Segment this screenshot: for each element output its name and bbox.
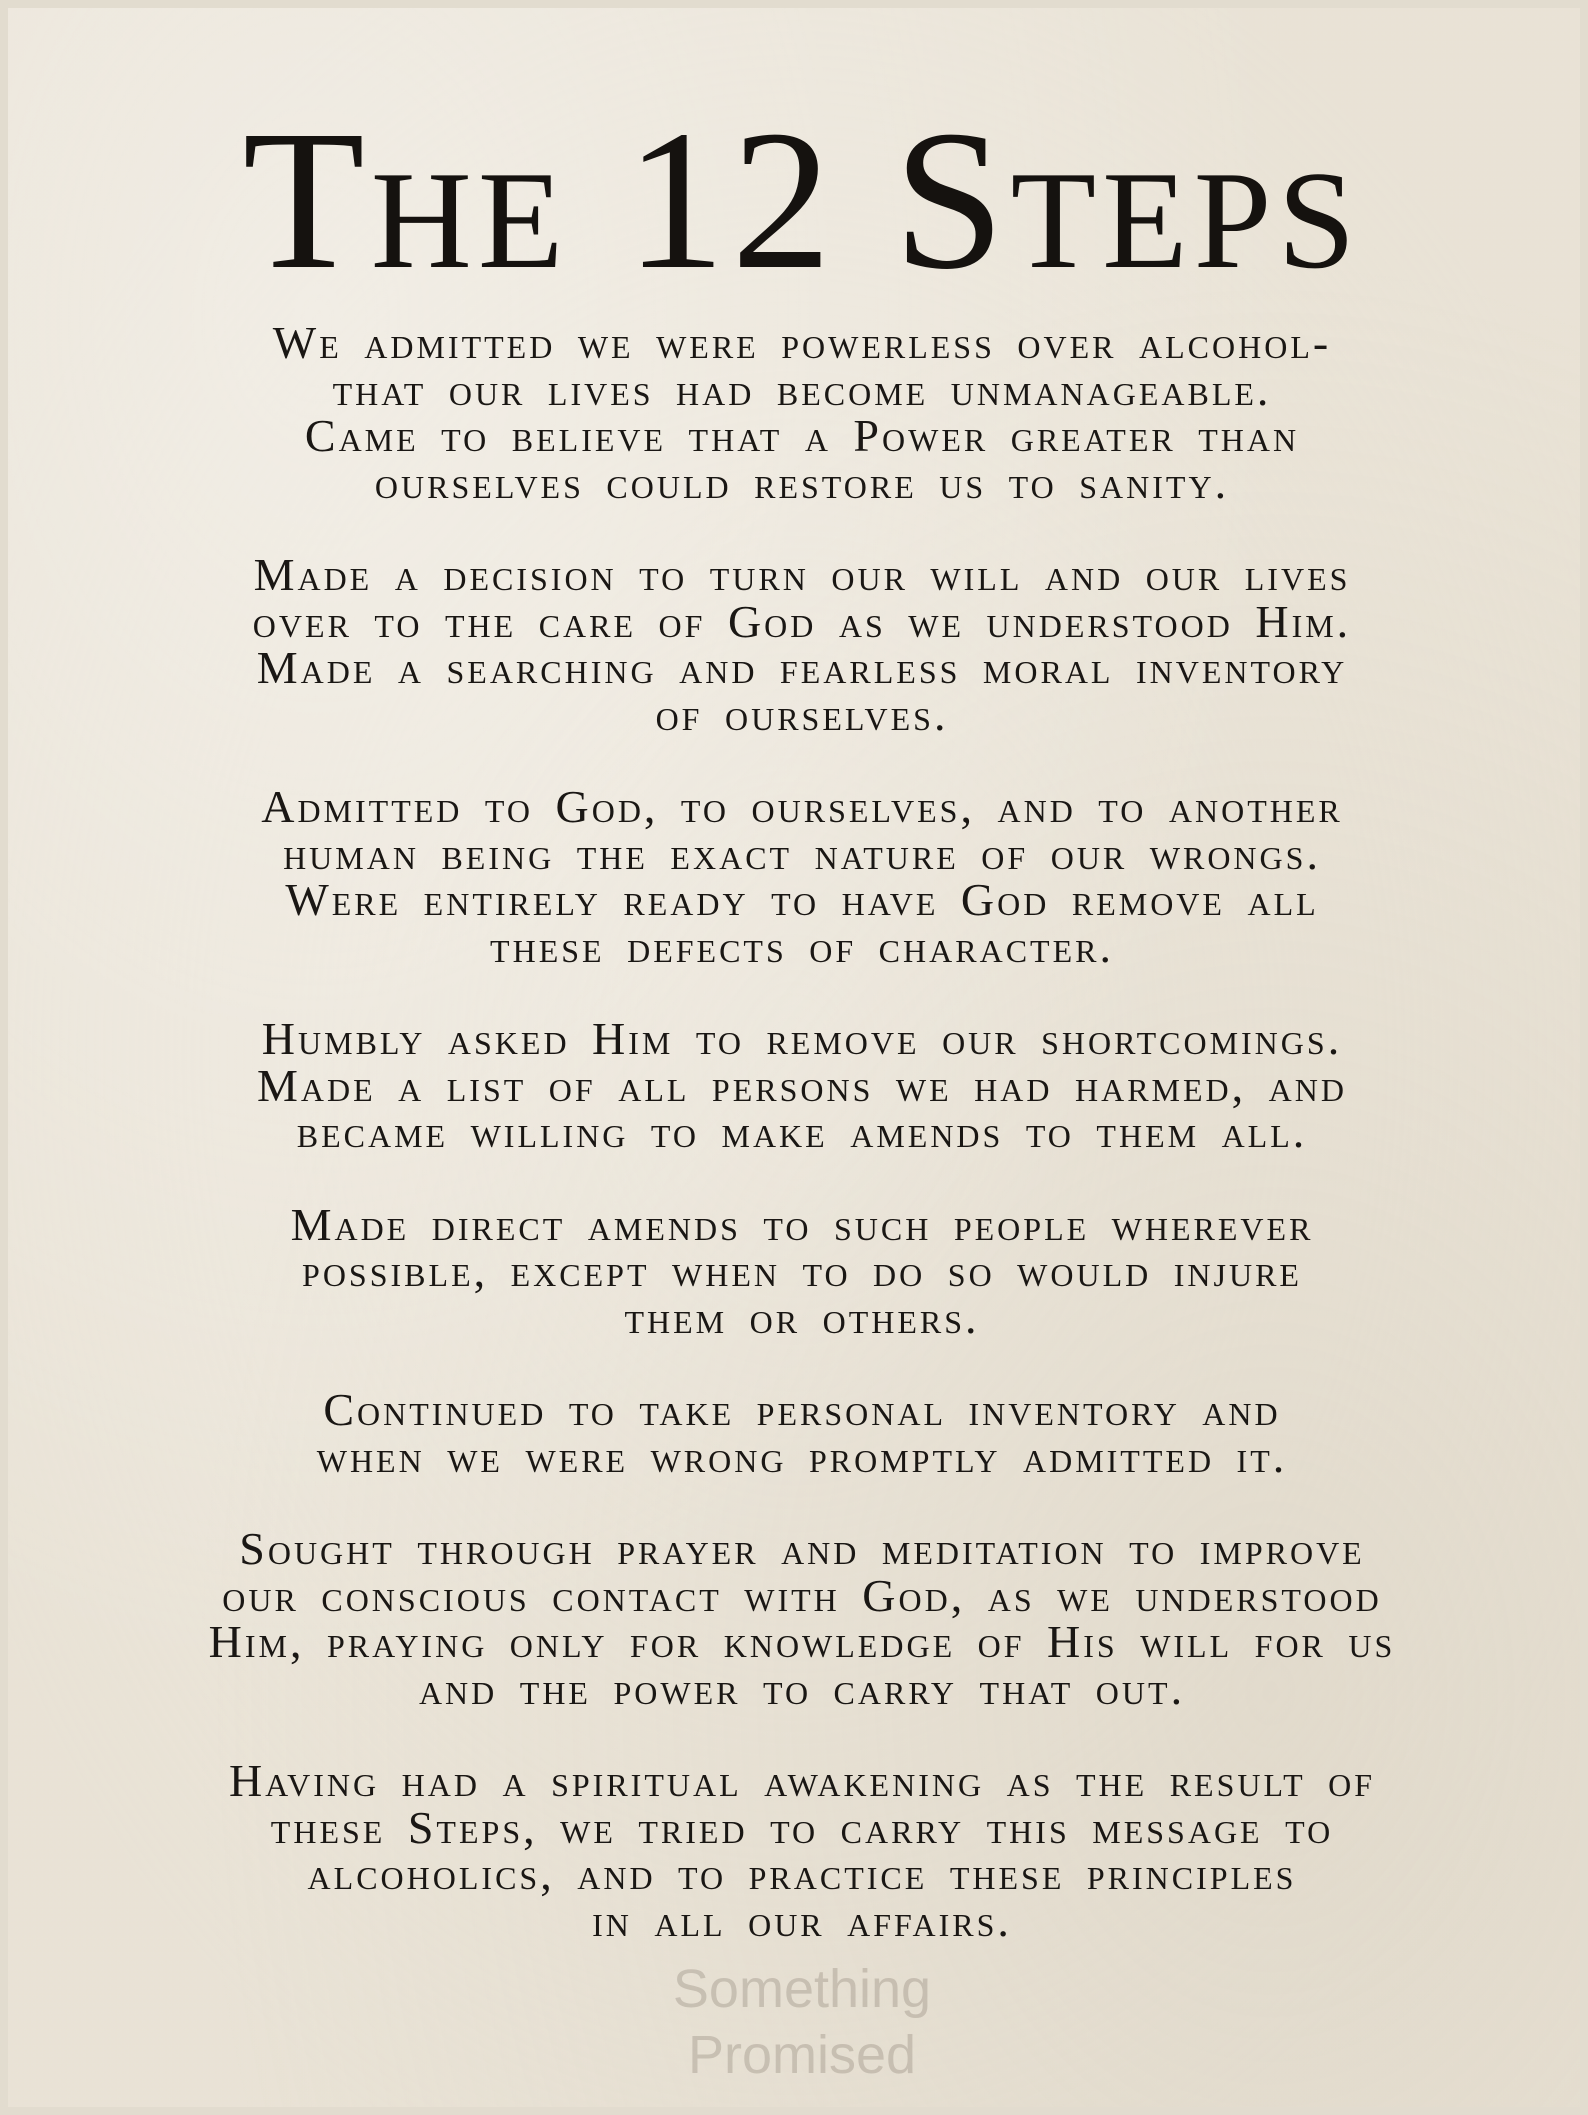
step-line: them or others.	[624, 1291, 980, 1343]
step-line: Continued to take personal inventory and	[323, 1384, 1281, 1435]
step-line: Made direct amends to such people wherever	[290, 1198, 1314, 1250]
step-line: these defects of character.	[490, 920, 1114, 972]
step-line: We admitted we were powerless over alcohol-	[272, 317, 1332, 368]
step-line: our conscious contact with God, as we understood	[222, 1569, 1382, 1621]
steps-paragraph-3	[8, 781, 1588, 972]
step-line: that our lives had become unmanageable.	[332, 363, 1272, 415]
step-line: when we were wrong promptly admitted it.	[316, 1430, 1288, 1482]
step-line: Admitted to God, to ourselves, and to another	[261, 781, 1343, 832]
step-line: possible, except when to do so would injure	[302, 1245, 1302, 1296]
steps-paragraph-4	[8, 1013, 1588, 1157]
step-line: alcoholics, and to practice these principles	[307, 1848, 1297, 1899]
step-line: Made a decision to turn our will and our lives	[253, 549, 1351, 600]
step-line: Came to believe that a Power greater than	[304, 410, 1300, 461]
step-line: these Steps, we tried to carry this message to	[270, 1801, 1334, 1853]
step-line: Were entirely ready to have God remove all	[285, 874, 1319, 925]
step-line: ourselves could restore us to sanity.	[374, 456, 1230, 508]
step-line: of ourselves.	[655, 688, 949, 740]
steps-paragraph-6	[8, 1384, 1588, 1482]
step-line: Made a searching and fearless moral inventory	[256, 642, 1348, 693]
step-line: Having had a spiritual awakening as the result of	[228, 1755, 1376, 1806]
step-line: and the power to carry that out.	[418, 1662, 1186, 1714]
step-line: over to the care of God as we understood Him.	[252, 595, 1352, 647]
watermark-line: Promised	[687, 2025, 917, 2085]
step-line: human being the exact nature of our wrongs.	[283, 827, 1321, 879]
steps-paragraph-1	[8, 317, 1588, 508]
step-line: in all our affairs.	[592, 1894, 1012, 1946]
page-title: The 12 Steps	[242, 90, 1362, 311]
steps-paragraph-7	[8, 1523, 1588, 1714]
steps-paragraph-8	[8, 1755, 1588, 1946]
step-line: Made a list of all persons we had harmed, and	[256, 1059, 1347, 1111]
watermark-line: Something	[672, 1959, 932, 2019]
step-line: became willing to make amends to them all.	[296, 1106, 1308, 1157]
step-line: Him, praying only for knowledge of His will for us	[208, 1616, 1396, 1667]
steps-paragraph-5	[8, 1198, 1588, 1343]
steps-paragraph-2	[8, 549, 1588, 740]
watermark	[8, 1956, 1588, 2088]
steps-text	[8, 317, 1588, 1990]
step-line: Sought through prayer and meditation to improve	[239, 1523, 1365, 1574]
step-line: Humbly asked Him to remove our shortcomings.	[261, 1013, 1343, 1064]
